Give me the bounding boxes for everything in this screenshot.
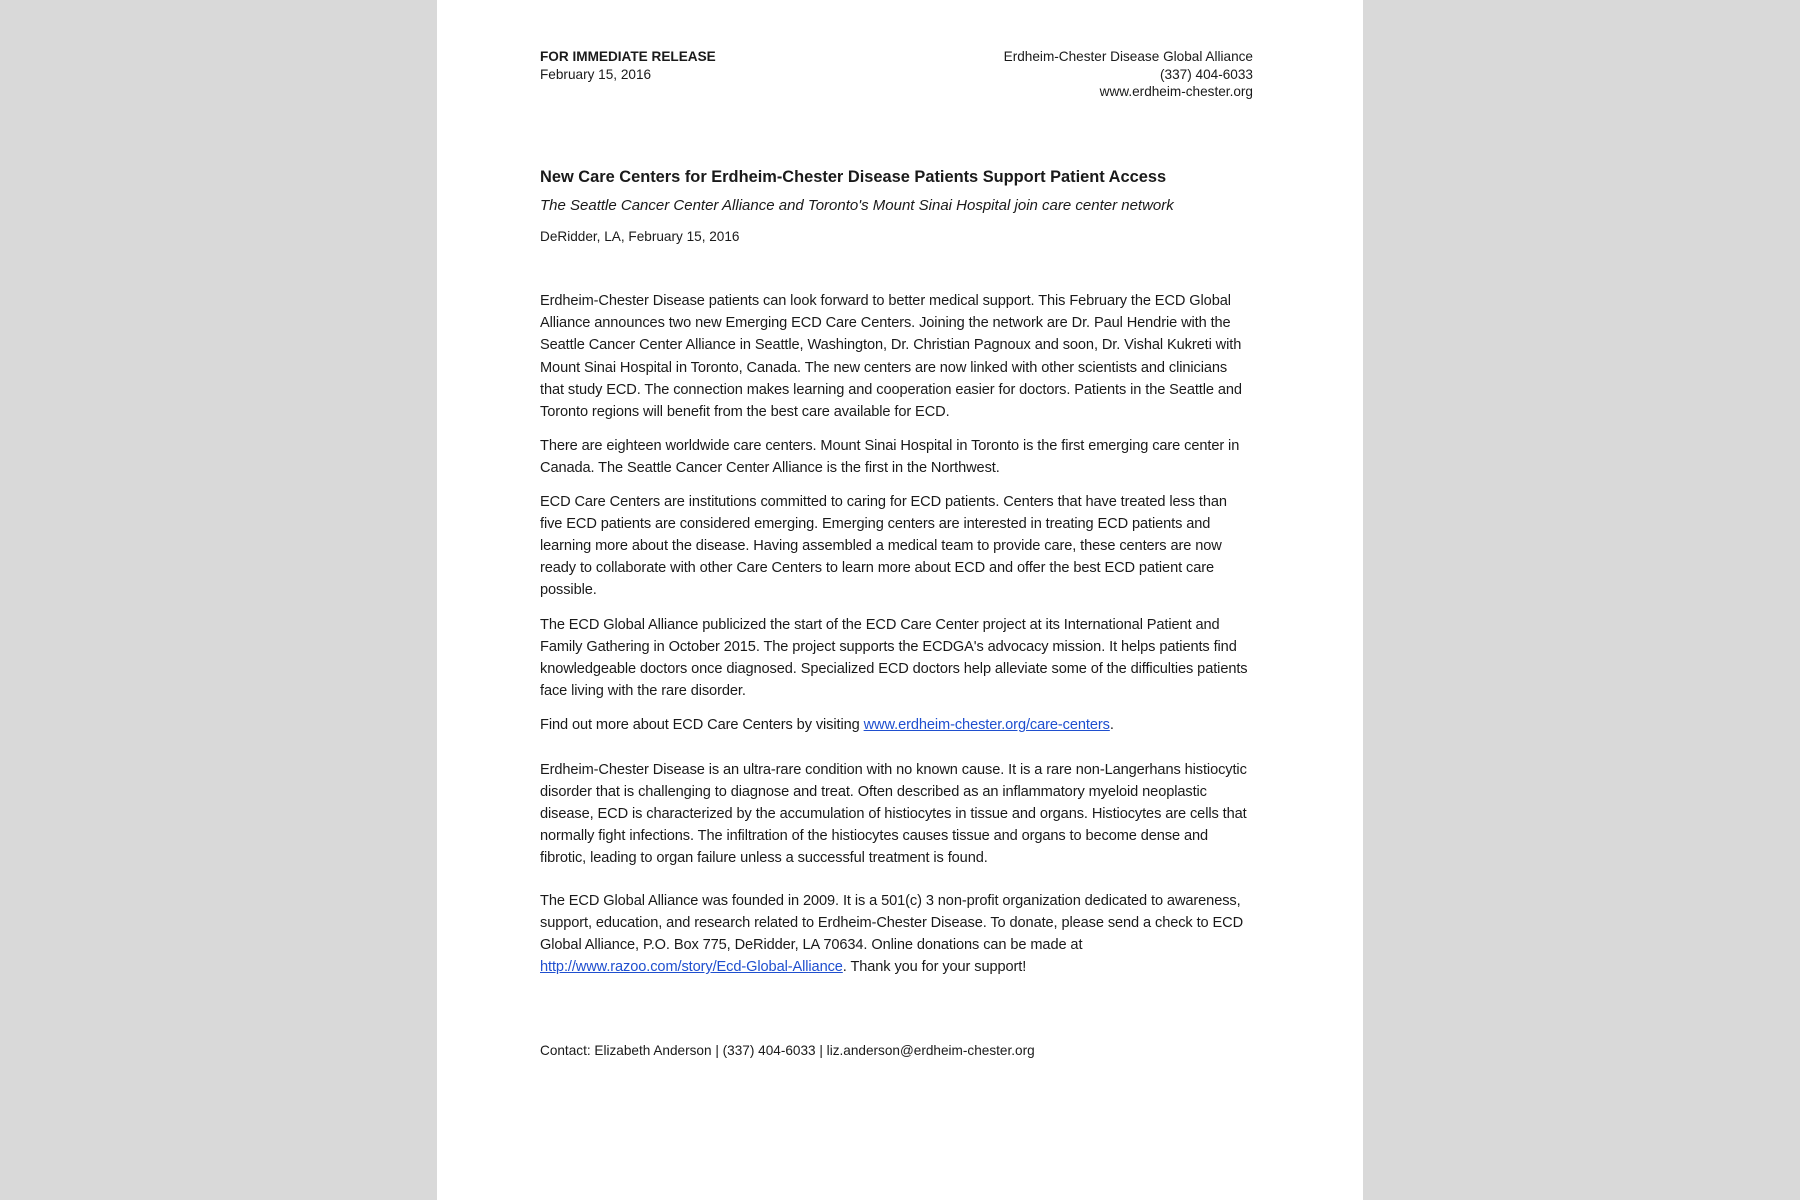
organization-info: [1004, 48, 1253, 101]
paragraph-intro: Erdheim-Chester Disease patients can look forward to better medical support. This February the ECD Global Alliance announces two new Emerging ECD Care Centers. Joining the network are Dr. Paul Hendrie with the Seattle Cancer Center Alliance in Seattle, Washington, Dr. Christian Pagnoux and soon, Dr. Vishal Kukreti with Mount Sinai Hospital in Toronto, Canada. The new centers are now linked with other scientists and clinicians that study ECD. The connection makes learning and cooperation easier for doctors. Patients in the Seattle and Toronto regions will benefit from the best care available for ECD.: [540, 293, 1242, 421]
contact-line: Contact: Elizabeth Anderson | (337) 404-6033 | liz.anderson@erdheim-chester.org: [540, 1043, 1035, 1059]
about-alliance-text: The ECD Global Alliance was founded in 2009. It is a 501(c) 3 non-profit organization dedicated to awareness, support, education, and research related to Erdheim-Chester Disease. To donate, please send a check to ECD Global Alliance, P.O. Box 775, DeRidder, LA 70634. Online donations can be made at: [540, 892, 1244, 954]
paragraph-care-center-definition: ECD Care Centers are institutions committed to caring for ECD patients. Centers that have treated less than five ECD patients are considered emerging. Emerging centers are interested in treating ECD patients and learning more about the disease. Having assembled a medical team to provide care, these centers are now ready to collaborate with other Care Centers to learn more about ECD and offer the best ECD patient care possible.: [540, 493, 1227, 599]
donation-link[interactable]: http://www.razoo.com/story/Ecd-Global-Alliance: [540, 959, 843, 976]
paragraph-about-ecd: Erdheim-Chester Disease is an ultra-rare condition with no known cause. It is a rare non-Langerhans histiocytic disorder that is challenging to diagnose and treat. Often described as an inflammatory myeloid neoplastic disease, ECD is characterized by the accumulation of histiocytes in tissue and organs. Histiocytes are cells that normally fight infections. The infiltration of the histiocytes causes tissue and organs to become dense and fibrotic, leading to organ failure unless a successful treatment is found.: [540, 761, 1247, 867]
subheadline: The Seattle Cancer Center Alliance and Toronto's Mount Sinai Hospital join care center network: [540, 197, 1174, 214]
release-info: [540, 48, 716, 83]
release-date: February 15, 2016: [540, 66, 652, 82]
paragraph-care-center-count: There are eighteen worldwide care centers. Mount Sinai Hospital in Toronto is the first emerging care center in Canada. The Seattle Cancer Center Alliance is the first in the Northwest.: [540, 438, 1240, 477]
find-out-more-end: .: [1109, 717, 1114, 734]
organization-name: Erdheim-Chester Disease Global Alliance: [1003, 49, 1253, 64]
paragraph-about-alliance: [540, 890, 1253, 979]
document-page: [437, 0, 1363, 1200]
organization-phone: (337) 404-6033: [1160, 66, 1253, 82]
press-release-header: [540, 48, 1253, 108]
care-centers-link[interactable]: www.erdheim-chester.org/care-centers: [863, 717, 1110, 734]
page-content: [540, 48, 1253, 1060]
find-out-more-text: Find out more about ECD Care Centers by visiting: [540, 717, 864, 734]
dateline: DeRidder, LA, February 15, 2016: [540, 229, 740, 244]
paragraph-find-out-more: [540, 714, 1253, 736]
about-alliance-end: . Thank you for your support!: [842, 959, 1027, 976]
paragraph-project-background: The ECD Global Alliance publicized the start of the ECD Care Center project at its International Patient and Family Gathering in October 2015. The project supports the ECDGA's advocacy mission. It helps patients find knowledgeable doctors once diagnosed. Specialized ECD doctors help alleviate some of the difficulties patients face living with the rare disorder.: [540, 616, 1248, 700]
release-label: FOR IMMEDIATE RELEASE: [540, 49, 716, 64]
organization-website: www.erdheim-chester.org: [1099, 84, 1253, 99]
headline: New Care Centers for Erdheim-Chester Disease Patients Support Patient Access: [540, 168, 1167, 186]
